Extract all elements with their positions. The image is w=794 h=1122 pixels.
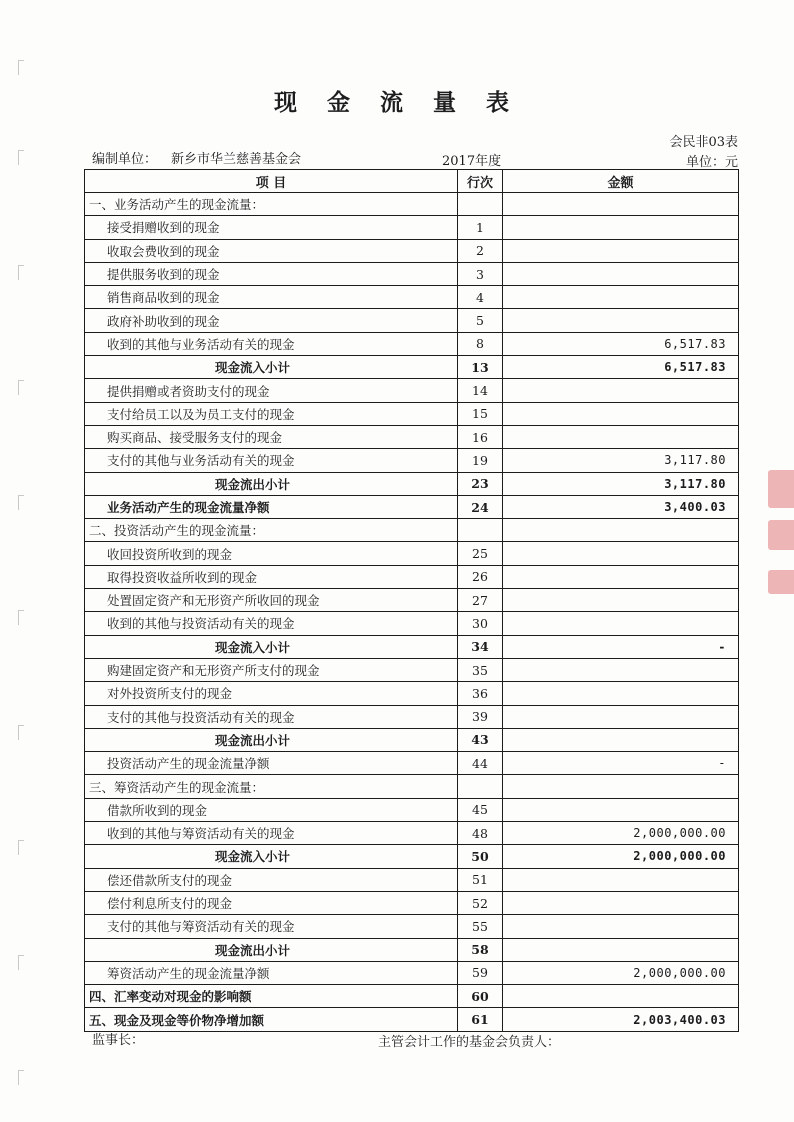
row-line-number: 2 <box>458 239 503 262</box>
table-row <box>85 379 739 402</box>
row-label: 收回投资所收到的现金 <box>85 542 458 565</box>
row-label: 对外投资所支付的现金 <box>85 682 458 705</box>
row-label: 现金流出小计 <box>85 938 458 961</box>
row-label: 收到的其他与筹资活动有关的现金 <box>85 822 458 845</box>
row-amount <box>503 379 739 402</box>
table-row <box>85 495 739 518</box>
row-line-number: 1 <box>458 216 503 239</box>
row-line-number: 50 <box>458 845 503 868</box>
table-row <box>85 868 739 891</box>
row-label: 现金流入小计 <box>85 635 458 658</box>
table-row <box>85 542 739 565</box>
row-label: 政府补助收到的现金 <box>85 309 458 332</box>
row-amount <box>503 309 739 332</box>
table-row <box>85 891 739 914</box>
row-amount <box>503 938 739 961</box>
row-line-number: 55 <box>458 915 503 938</box>
seal-edge-mark <box>768 470 794 508</box>
row-line-number: 39 <box>458 705 503 728</box>
row-amount <box>503 728 739 751</box>
row-label: 三、筹资活动产生的现金流量： <box>85 775 458 798</box>
row-amount <box>503 519 739 542</box>
row-label: 支付的其他与筹资活动有关的现金 <box>85 915 458 938</box>
row-line-number: 61 <box>458 1008 503 1031</box>
row-line-number <box>458 193 503 216</box>
currency-unit: 单位：元 <box>685 155 738 170</box>
seal-edge-mark <box>768 570 794 594</box>
binding-hole-mark <box>18 1070 24 1085</box>
binding-hole-mark <box>18 840 24 855</box>
row-amount <box>503 705 739 728</box>
row-line-number: 45 <box>458 798 503 821</box>
binding-hole-mark <box>18 150 24 165</box>
row-label: 四、汇率变动对现金的影响额 <box>85 985 458 1008</box>
table-row <box>85 658 739 681</box>
row-amount: - <box>503 752 739 775</box>
row-line-number: 23 <box>458 472 503 495</box>
row-amount <box>503 262 739 285</box>
header-amount: 金额 <box>503 170 739 193</box>
row-label: 现金流入小计 <box>85 356 458 379</box>
row-label: 销售商品收到的现金 <box>85 286 458 309</box>
table-row <box>85 915 739 938</box>
row-amount <box>503 985 739 1008</box>
table-row <box>85 728 739 751</box>
table-row <box>85 985 739 1008</box>
table-row <box>85 309 739 332</box>
binding-hole-mark <box>18 495 24 510</box>
row-amount: 2,003,400.03 <box>503 1008 739 1031</box>
table-row <box>85 775 739 798</box>
row-amount: 3,117.80 <box>503 472 739 495</box>
binding-hole-mark <box>18 265 24 280</box>
row-label: 投资活动产生的现金流量净额 <box>85 752 458 775</box>
row-label: 现金流入小计 <box>85 845 458 868</box>
row-line-number: 35 <box>458 658 503 681</box>
row-line-number <box>458 775 503 798</box>
row-amount <box>503 612 739 635</box>
table-row <box>85 216 739 239</box>
row-label: 五、现金及现金等价物净增加额 <box>85 1008 458 1031</box>
table-row <box>85 519 739 542</box>
row-line-number: 8 <box>458 332 503 355</box>
row-amount <box>503 216 739 239</box>
row-label: 借款所收到的现金 <box>85 798 458 821</box>
table-row <box>85 961 739 984</box>
row-line-number: 36 <box>458 682 503 705</box>
table-row <box>85 239 739 262</box>
table-row <box>85 845 739 868</box>
row-amount <box>503 542 739 565</box>
row-amount <box>503 425 739 448</box>
table-header-row <box>85 170 739 193</box>
row-line-number: 5 <box>458 309 503 332</box>
table-row <box>85 589 739 612</box>
row-line-number: 3 <box>458 262 503 285</box>
page-title: 现 金 流 量 表 <box>273 89 521 116</box>
row-amount <box>503 775 739 798</box>
accounting-head-signature-label: 主管会计工作的基金会负责人： <box>378 1035 561 1050</box>
table-row <box>85 262 739 285</box>
row-label: 业务活动产生的现金流量净额 <box>85 495 458 518</box>
header-item: 项 目 <box>85 170 458 193</box>
table-row <box>85 332 739 355</box>
row-line-number: 19 <box>458 449 503 472</box>
binding-hole-mark <box>18 610 24 625</box>
row-line-number: 26 <box>458 565 503 588</box>
row-amount: 6,517.83 <box>503 356 739 379</box>
table-row <box>85 449 739 472</box>
row-line-number: 15 <box>458 402 503 425</box>
row-line-number: 30 <box>458 612 503 635</box>
row-line-number: 58 <box>458 938 503 961</box>
table-row <box>85 798 739 821</box>
table-row <box>85 1008 739 1031</box>
table-row <box>85 402 739 425</box>
org-line <box>92 148 301 167</box>
row-label: 处置固定资产和无形资产所收回的现金 <box>85 589 458 612</box>
row-amount <box>503 193 739 216</box>
table-row <box>85 705 739 728</box>
row-line-number: 51 <box>458 868 503 891</box>
table-row <box>85 193 739 216</box>
row-amount: 3,117.80 <box>503 449 739 472</box>
row-line-number: 43 <box>458 728 503 751</box>
row-amount: 6,517.83 <box>503 332 739 355</box>
row-label: 收到的其他与业务活动有关的现金 <box>85 332 458 355</box>
row-amount <box>503 286 739 309</box>
row-label: 购买商品、接受服务支付的现金 <box>85 425 458 448</box>
seal-edge-mark <box>768 520 794 550</box>
binding-hole-mark <box>18 60 24 75</box>
row-amount <box>503 565 739 588</box>
row-amount <box>503 868 739 891</box>
row-label: 接受捐赠收到的现金 <box>85 216 458 239</box>
table-row <box>85 822 739 845</box>
table-row <box>85 565 739 588</box>
row-amount <box>503 682 739 705</box>
row-label: 偿还借款所支付的现金 <box>85 868 458 891</box>
row-label: 一、业务活动产生的现金流量： <box>85 193 458 216</box>
row-line-number: 16 <box>458 425 503 448</box>
table-row <box>85 682 739 705</box>
row-label: 偿付利息所支付的现金 <box>85 891 458 914</box>
row-amount <box>503 891 739 914</box>
table-body <box>85 193 739 1032</box>
row-amount: 2,000,000.00 <box>503 845 739 868</box>
table-row <box>85 286 739 309</box>
row-line-number: 52 <box>458 891 503 914</box>
row-label: 购建固定资产和无形资产所支付的现金 <box>85 658 458 681</box>
row-amount <box>503 402 739 425</box>
row-line-number: 60 <box>458 985 503 1008</box>
row-line-number: 34 <box>458 635 503 658</box>
binding-hole-mark <box>18 380 24 395</box>
table-row <box>85 752 739 775</box>
row-label: 提供捐赠或者资助支付的现金 <box>85 379 458 402</box>
org-label: 编制单位： <box>92 152 158 167</box>
row-line-number: 44 <box>458 752 503 775</box>
row-amount <box>503 915 739 938</box>
row-amount <box>503 658 739 681</box>
table-row <box>85 938 739 961</box>
row-label: 支付的其他与业务活动有关的现金 <box>85 449 458 472</box>
row-label: 二、投资活动产生的现金流量： <box>85 519 458 542</box>
binding-hole-mark <box>18 955 24 970</box>
row-label: 取得投资收益所收到的现金 <box>85 565 458 588</box>
row-label: 收到的其他与投资活动有关的现金 <box>85 612 458 635</box>
row-line-number: 48 <box>458 822 503 845</box>
row-label: 筹资活动产生的现金流量净额 <box>85 961 458 984</box>
row-amount: 3,400.03 <box>503 495 739 518</box>
cash-flow-table <box>84 169 739 1032</box>
table-row <box>85 635 739 658</box>
row-label: 支付给员工以及为员工支付的现金 <box>85 402 458 425</box>
row-amount: - <box>503 635 739 658</box>
table-row <box>85 356 739 379</box>
row-label: 提供服务收到的现金 <box>85 262 458 285</box>
row-line-number: 14 <box>458 379 503 402</box>
row-amount: 2,000,000.00 <box>503 822 739 845</box>
row-line-number: 59 <box>458 961 503 984</box>
row-amount: 2,000,000.00 <box>503 961 739 984</box>
table-row <box>85 612 739 635</box>
table-row <box>85 425 739 448</box>
row-amount <box>503 798 739 821</box>
header-line-no: 行次 <box>458 170 503 193</box>
row-line-number: 4 <box>458 286 503 309</box>
row-line-number <box>458 519 503 542</box>
row-label: 收取会费收到的现金 <box>85 239 458 262</box>
form-code: 会民非03表 <box>669 135 738 150</box>
binding-hole-mark <box>18 725 24 740</box>
report-year: 2017年度 <box>442 154 502 169</box>
table-row <box>85 472 739 495</box>
row-label: 支付的其他与投资活动有关的现金 <box>85 705 458 728</box>
row-amount <box>503 239 739 262</box>
row-line-number: 24 <box>458 495 503 518</box>
supervisor-signature-label: 监事长： <box>92 1033 145 1048</box>
row-label: 现金流出小计 <box>85 472 458 495</box>
row-line-number: 13 <box>458 356 503 379</box>
row-line-number: 25 <box>458 542 503 565</box>
row-amount <box>503 589 739 612</box>
row-line-number: 27 <box>458 589 503 612</box>
row-label: 现金流出小计 <box>85 728 458 751</box>
org-name: 新乡市华兰慈善基金会 <box>171 152 302 167</box>
